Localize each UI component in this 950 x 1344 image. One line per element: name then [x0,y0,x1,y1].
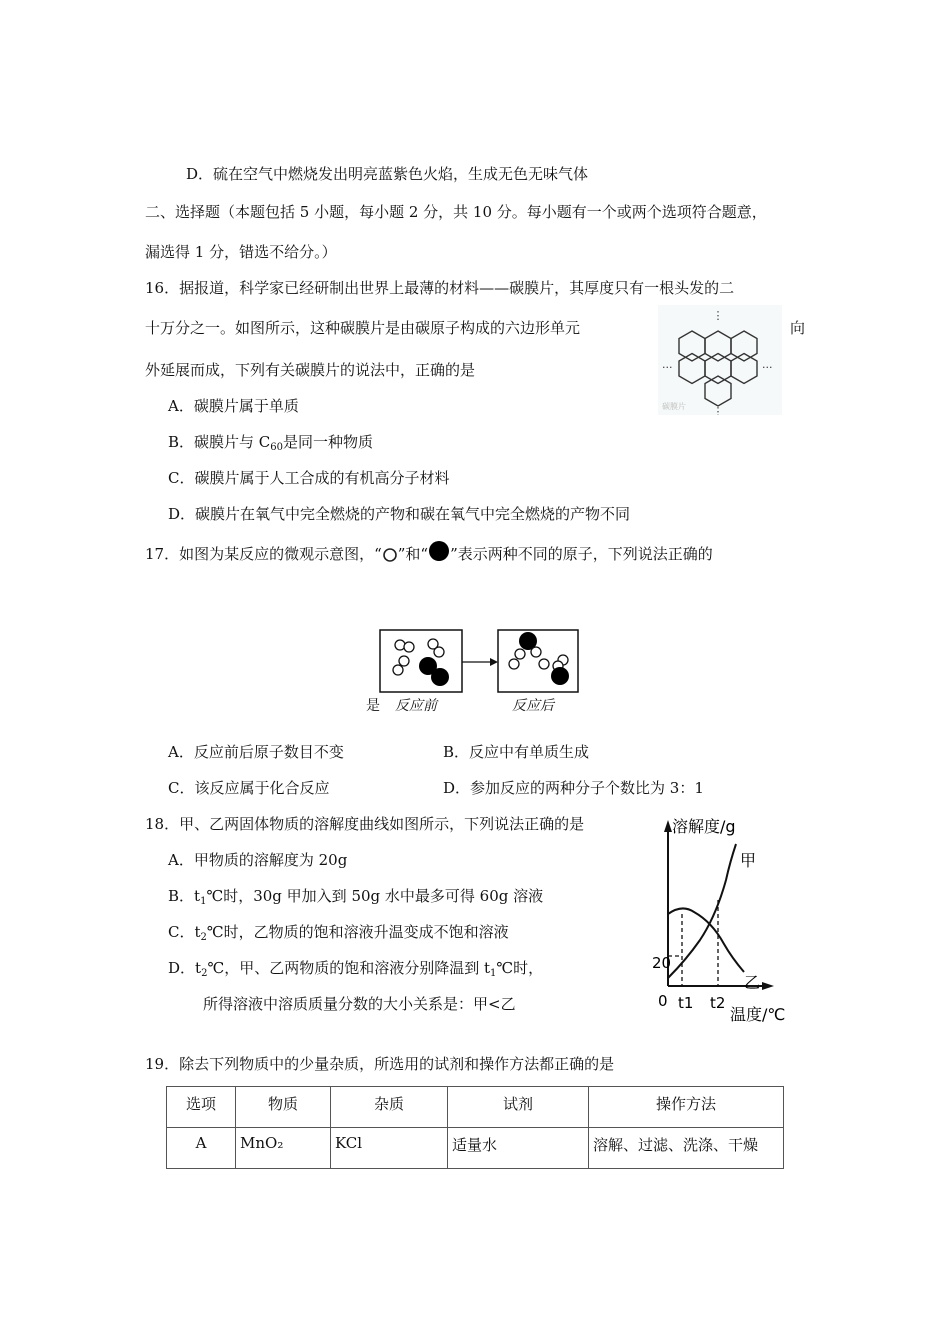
y-axis-arrow [664,820,672,832]
table-header-row [167,1087,784,1128]
table-cell: 适量水 [448,1128,589,1169]
x-axis-arrow [762,982,774,990]
carbon-film-figure [658,305,782,415]
q17-stem-part1: 17．如图为某反应的微观示意图，“ [145,545,382,563]
q16-option-b [168,432,373,458]
q18-option-d-sub1: 2 [201,968,208,979]
x-tick-t1: t1 [678,994,694,1012]
curve-jia-label: 甲 [740,851,757,870]
table-header-cell: 操作方法 [589,1087,784,1128]
q18-option-c-part2: ℃时，乙物质的饱和溶液升温变成不饱和溶液 [206,923,509,941]
after-label: 反应后 [512,698,554,714]
table-header-cell: 试剂 [448,1087,589,1128]
origin-label: 0 [658,992,668,1010]
curve-yi-label: 乙 [744,973,761,992]
q18-option-d-sub2: 1 [490,968,497,979]
q16-option-b-text: B．碳膜片与 C [168,433,271,451]
q18-option-b-part1: B．t [168,887,201,905]
curve-yi [668,908,744,972]
q16-stem-line2: 十万分之一。如图所示，这种碳膜片是由碳原子构成的六边形单元 [145,319,581,337]
table-cell: A [167,1128,236,1169]
q16-option-b-text2: 是同一种物质 [283,433,374,451]
x-axis-label: 温度/℃ [730,1005,786,1024]
q18-option-c [168,922,509,948]
q17-option-c: C．该反应属于化合反应 [168,779,330,797]
q17-stem [145,541,713,564]
table-cell: 溶解、过滤、洗涤、干燥 [589,1128,784,1169]
q17-stem-part2: ”和“ [397,545,429,563]
q18-option-d-part1: D．t [168,959,202,977]
q19-stem: 19．除去下列物质中的少量杂质，所选用的试剂和操作方法都正确的是 [145,1055,615,1073]
solubility-chart [640,810,790,1030]
y-axis-label: 溶解度/g [672,817,736,836]
q17-option-b: B．反应中有单质生成 [443,743,590,761]
black-atom-icon [428,541,450,563]
q17-option-d: D．参加反应的两种分子个数比为 3：1 [443,779,704,797]
ellipsis-right: ··· [762,361,773,374]
q18-option-b-sub: 1 [200,896,207,907]
q18-option-b-part2: ℃时，30g 甲加入到 50g 水中最多可得 60g 溶液 [206,887,544,905]
table-header-cell: 物质 [236,1087,331,1128]
table-row [167,1128,784,1169]
q16-option-b-sub: 60 [270,442,284,453]
q15-option-d: D．硫在空气中燃烧发出明亮蓝紫色火焰，生成无色无味气体 [186,165,589,183]
ellipsis-bottom: ⋮ [712,405,724,415]
before-label: 反应前 [395,698,437,714]
q18-stem: 18．甲、乙两固体物质的溶解度曲线如图所示，下列说法正确的是 [145,815,585,833]
table-header-cell: 杂质 [331,1087,448,1128]
q16-stem-line1: 16．据报道，科学家已经研制出世界上最薄的材料——碳膜片，其厚度只有一根头发的二 [145,279,735,297]
section2-heading-line1: 二、选择题（本题包括 5 小题，每小题 2 分，共 10 分。每小题有一个或两个选项符合题意， [145,203,767,221]
table-cell: MnO₂ [236,1128,331,1169]
q18-option-c-part1: C．t [168,923,201,941]
q17-stem-end: 是 [366,698,380,714]
q18-option-c-sub: 2 [200,932,207,943]
hex-caption: 碳膜片 [662,402,686,411]
q16-option-a: A．碳膜片属于单质 [168,397,299,415]
q16-stem-line3: 外延展而成，下列有关碳膜片的说法中，正确的是 [145,361,476,379]
q16-option-d: D．碳膜片在氧气中完全燃烧的产物和碳在氧气中完全燃烧的产物不同 [168,505,631,523]
x-tick-t2: t2 [710,994,726,1012]
q18-option-d-part3: ℃时， [496,959,544,977]
q18-option-b [168,886,543,912]
white-atom-icon [382,547,398,563]
q17-stem-part3: ”表示两种不同的原子，下列说法正确的 [450,545,713,563]
ellipsis-left: ··· [662,361,673,374]
table-cell: KCl [331,1128,448,1169]
q17-option-a: A．反应前后原子数目不变 [168,743,344,761]
q18-option-a: A．甲物质的溶解度为 20g [168,851,348,869]
ellipsis-top: ⋮ [712,309,724,322]
table-header-cell: 选项 [167,1087,236,1128]
section2-heading-line2: 漏选得 1 分，错选不给分。） [145,243,337,261]
q18-option-d-line2: 所得溶液中溶质质量分数的大小关系是：甲<乙 [203,995,516,1013]
q18-option-d [168,958,543,984]
y-tick-20: 20 [652,954,672,972]
q18-option-d-part2: ℃，甲、乙两物质的饱和溶液分别降温到 t [207,959,491,977]
curve-jia [668,844,736,978]
q19-options-table [166,1086,784,1169]
q16-stem-line2-end: 向 [790,319,806,337]
q16-option-c: C．碳膜片属于人工合成的有机高分子材料 [168,469,450,487]
